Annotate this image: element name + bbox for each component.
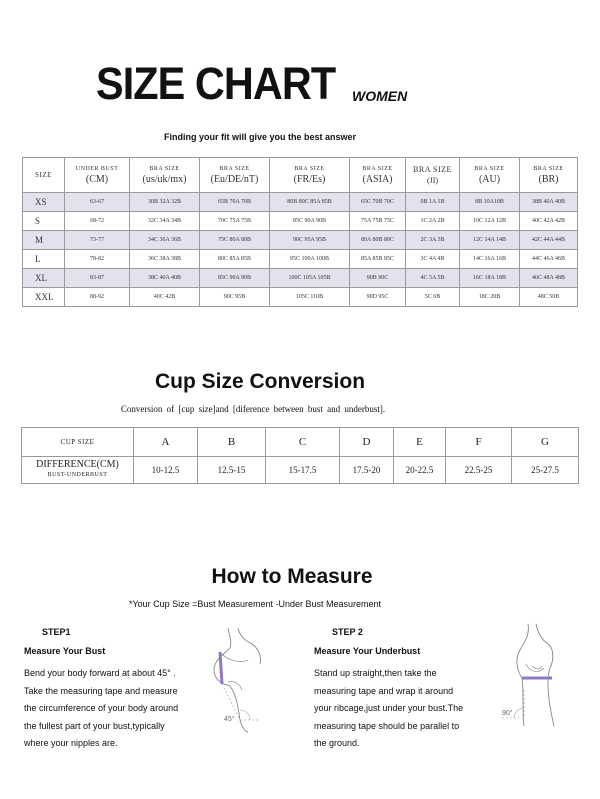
table-cell: 95C 100A 100B <box>270 250 350 269</box>
table-cell: 90C 95B <box>200 288 270 307</box>
size-table-header: UNDER BUST (CM) <box>65 158 130 193</box>
difference-label-sub: BUST-UNDERBUST <box>47 472 108 478</box>
table-cell: 85C 90A 90B <box>200 269 270 288</box>
table-cell: 65B 70A 70B <box>200 193 270 212</box>
table-cell: 22.5-25 <box>446 457 512 484</box>
table-cell: 80B 80C 85A 85B <box>270 193 350 212</box>
table-cell: 48C 50B <box>520 288 578 307</box>
table-cell: 3C 4A 4B <box>406 250 460 269</box>
table-cell: 2C 3A 3B <box>406 231 460 250</box>
step2-line: measuring tape should be parallel to <box>314 720 460 731</box>
bust-measure-illustration <box>200 624 295 734</box>
table-cell: S <box>23 212 65 231</box>
table-cell: 40C 42B <box>130 288 200 307</box>
table-cell: 63-67 <box>65 193 130 212</box>
table-cell: 0B 1A 1B <box>406 193 460 212</box>
table-cell: 1C 2A 2B <box>406 212 460 231</box>
table-cell: C <box>266 428 340 457</box>
step2-line: measuring tape and wrap it around <box>314 685 454 696</box>
table-cell: 83-87 <box>65 269 130 288</box>
table-row <box>23 193 578 212</box>
table-cell: 25-27.5 <box>512 457 579 484</box>
table-cell: 73-77 <box>65 231 130 250</box>
page-title: SIZE CHART <box>96 58 336 109</box>
page-title-women: WOMEN <box>352 88 408 104</box>
table-cell: XXL <box>23 288 65 307</box>
table-row <box>23 212 578 231</box>
how-to-measure-title: How to Measure <box>211 565 373 588</box>
table-cell: 18C 20B <box>460 288 520 307</box>
table-cell: 90C 95A 95B <box>270 231 350 250</box>
step2-label: STEP 2 <box>332 627 363 637</box>
step1-label: STEP1 <box>42 627 71 637</box>
table-cell: 46C 48A 48B <box>520 269 578 288</box>
table-cell: F <box>446 428 512 457</box>
table-cell: 34C 36A 36B <box>130 231 200 250</box>
table-cell: 42C 44A 44B <box>520 231 578 250</box>
table-row <box>22 428 579 457</box>
step1-line: where your nipples are. <box>24 738 118 748</box>
step1-line: the circumference of your body around <box>24 703 179 713</box>
step1-heading: Measure Your Bust <box>24 646 106 656</box>
table-cell: 68-72 <box>65 212 130 231</box>
table-cell: 12C 14A 14B <box>460 231 520 250</box>
table-row <box>23 288 578 307</box>
table-cell: 85A 85B 85C <box>350 250 406 269</box>
difference-label-main: DIFFERENCE(CM) <box>36 459 119 470</box>
table-cell: 65C 70B 70C <box>350 193 406 212</box>
size-table-header: BRA SIZE (us/uk/mx) <box>130 158 200 193</box>
table-row <box>23 250 578 269</box>
angle-label-45: 45° <box>224 716 235 723</box>
table-cell: 8B 10A10B <box>460 193 520 212</box>
size-table-header: BRA SIZE (ASIA) <box>350 158 406 193</box>
table-cell: XS <box>23 193 65 212</box>
difference-label <box>22 457 134 484</box>
table-cell: 78-82 <box>65 250 130 269</box>
cup-conversion-title: Cup Size Conversion <box>154 370 366 393</box>
table-cell: 36C 38A 38B <box>130 250 200 269</box>
table-cell: L <box>23 250 65 269</box>
table-cell: 38C 40A 40B <box>130 269 200 288</box>
step1-line: Bend your body forward at about 45° . <box>24 668 176 678</box>
table-cell: 80A 80B 80C <box>350 231 406 250</box>
table-cell: 12.5-15 <box>198 457 266 484</box>
table-cell: 5C 6B <box>406 288 460 307</box>
cup-size-label: CUP SIZE <box>22 428 134 457</box>
size-table-header-row <box>23 158 578 193</box>
size-table-header: BRA SIZE (AU) <box>460 158 520 193</box>
table-cell: 30B 32A 32B <box>130 193 200 212</box>
table-cell: B <box>198 428 266 457</box>
table-cell: XL <box>23 269 65 288</box>
step1-instructions <box>24 665 178 753</box>
table-cell: 44C 46A 46B <box>520 250 578 269</box>
table-cell: 40C 42A 42B <box>520 212 578 231</box>
table-cell: D <box>340 428 394 457</box>
size-table-header: BRA SIZE (Eu/DE/nT) <box>200 158 270 193</box>
table-cell: M <box>23 231 65 250</box>
cup-conversion-subtitle: Conversion of [cup size]and [diference between bust and underbust]. <box>120 404 386 414</box>
table-cell: 17.5-20 <box>340 457 394 484</box>
table-row <box>22 457 579 484</box>
table-cell: 38B 40A 40B <box>520 193 578 212</box>
step2-line: the ground. <box>314 738 360 748</box>
table-cell: G <box>512 428 579 457</box>
table-cell: 88-92 <box>65 288 130 307</box>
size-table-header: BRA SIZE (FR/Es) <box>270 158 350 193</box>
step2-heading: Measure Your Underbust <box>314 646 421 656</box>
table-cell: 100C 105A 105B <box>270 269 350 288</box>
table-cell: 70C 75A 75B <box>200 212 270 231</box>
table-cell: 20-22.5 <box>394 457 446 484</box>
step1-line: the fullest part of your bust,typically <box>24 720 165 731</box>
table-cell: A <box>134 428 198 457</box>
size-table-header: BRA SIZE (BR) <box>520 158 578 193</box>
step2-line: Stand up straight,then take the <box>314 668 437 678</box>
table-cell: 16C 18A 18B <box>460 269 520 288</box>
table-cell: E <box>394 428 446 457</box>
table-row <box>23 269 578 288</box>
size-table-header: SIZE <box>23 158 65 193</box>
step2-instructions <box>314 665 463 753</box>
table-cell: 10C 12A 12B <box>460 212 520 231</box>
table-cell: 14C 16A 16B <box>460 250 520 269</box>
cup-conversion-table <box>21 427 579 484</box>
table-cell: 75C 80A 80B <box>200 231 270 250</box>
table-cell: 75A 75B 75C <box>350 212 406 231</box>
table-cell: 90D 95C <box>350 288 406 307</box>
table-cell: 4C 5A 5B <box>406 269 460 288</box>
table-row <box>23 231 578 250</box>
step1-line: Take the measuring tape and measure <box>24 685 178 696</box>
step2-line: your ribcage,just under your bust.The <box>314 703 464 713</box>
table-cell: 105C 110B <box>270 288 350 307</box>
table-cell: 10-12.5 <box>134 457 198 484</box>
page-subtitle: Finding your fit will give you the best answer <box>163 132 357 142</box>
table-cell: 90B 90C <box>350 269 406 288</box>
size-chart-table <box>22 157 578 307</box>
angle-label-90: 90° <box>502 710 513 717</box>
table-cell: 32C 34A 34B <box>130 212 200 231</box>
size-table-header: BRA SIZE (JI) <box>406 158 460 193</box>
table-cell: 15-17.5 <box>266 457 340 484</box>
table-cell: 85C 90A 90B <box>270 212 350 231</box>
table-cell: 80C 85A 85B <box>200 250 270 269</box>
cup-size-formula: *Your Cup Size =Bust Measurement -Under Bust Measurement <box>128 599 382 609</box>
